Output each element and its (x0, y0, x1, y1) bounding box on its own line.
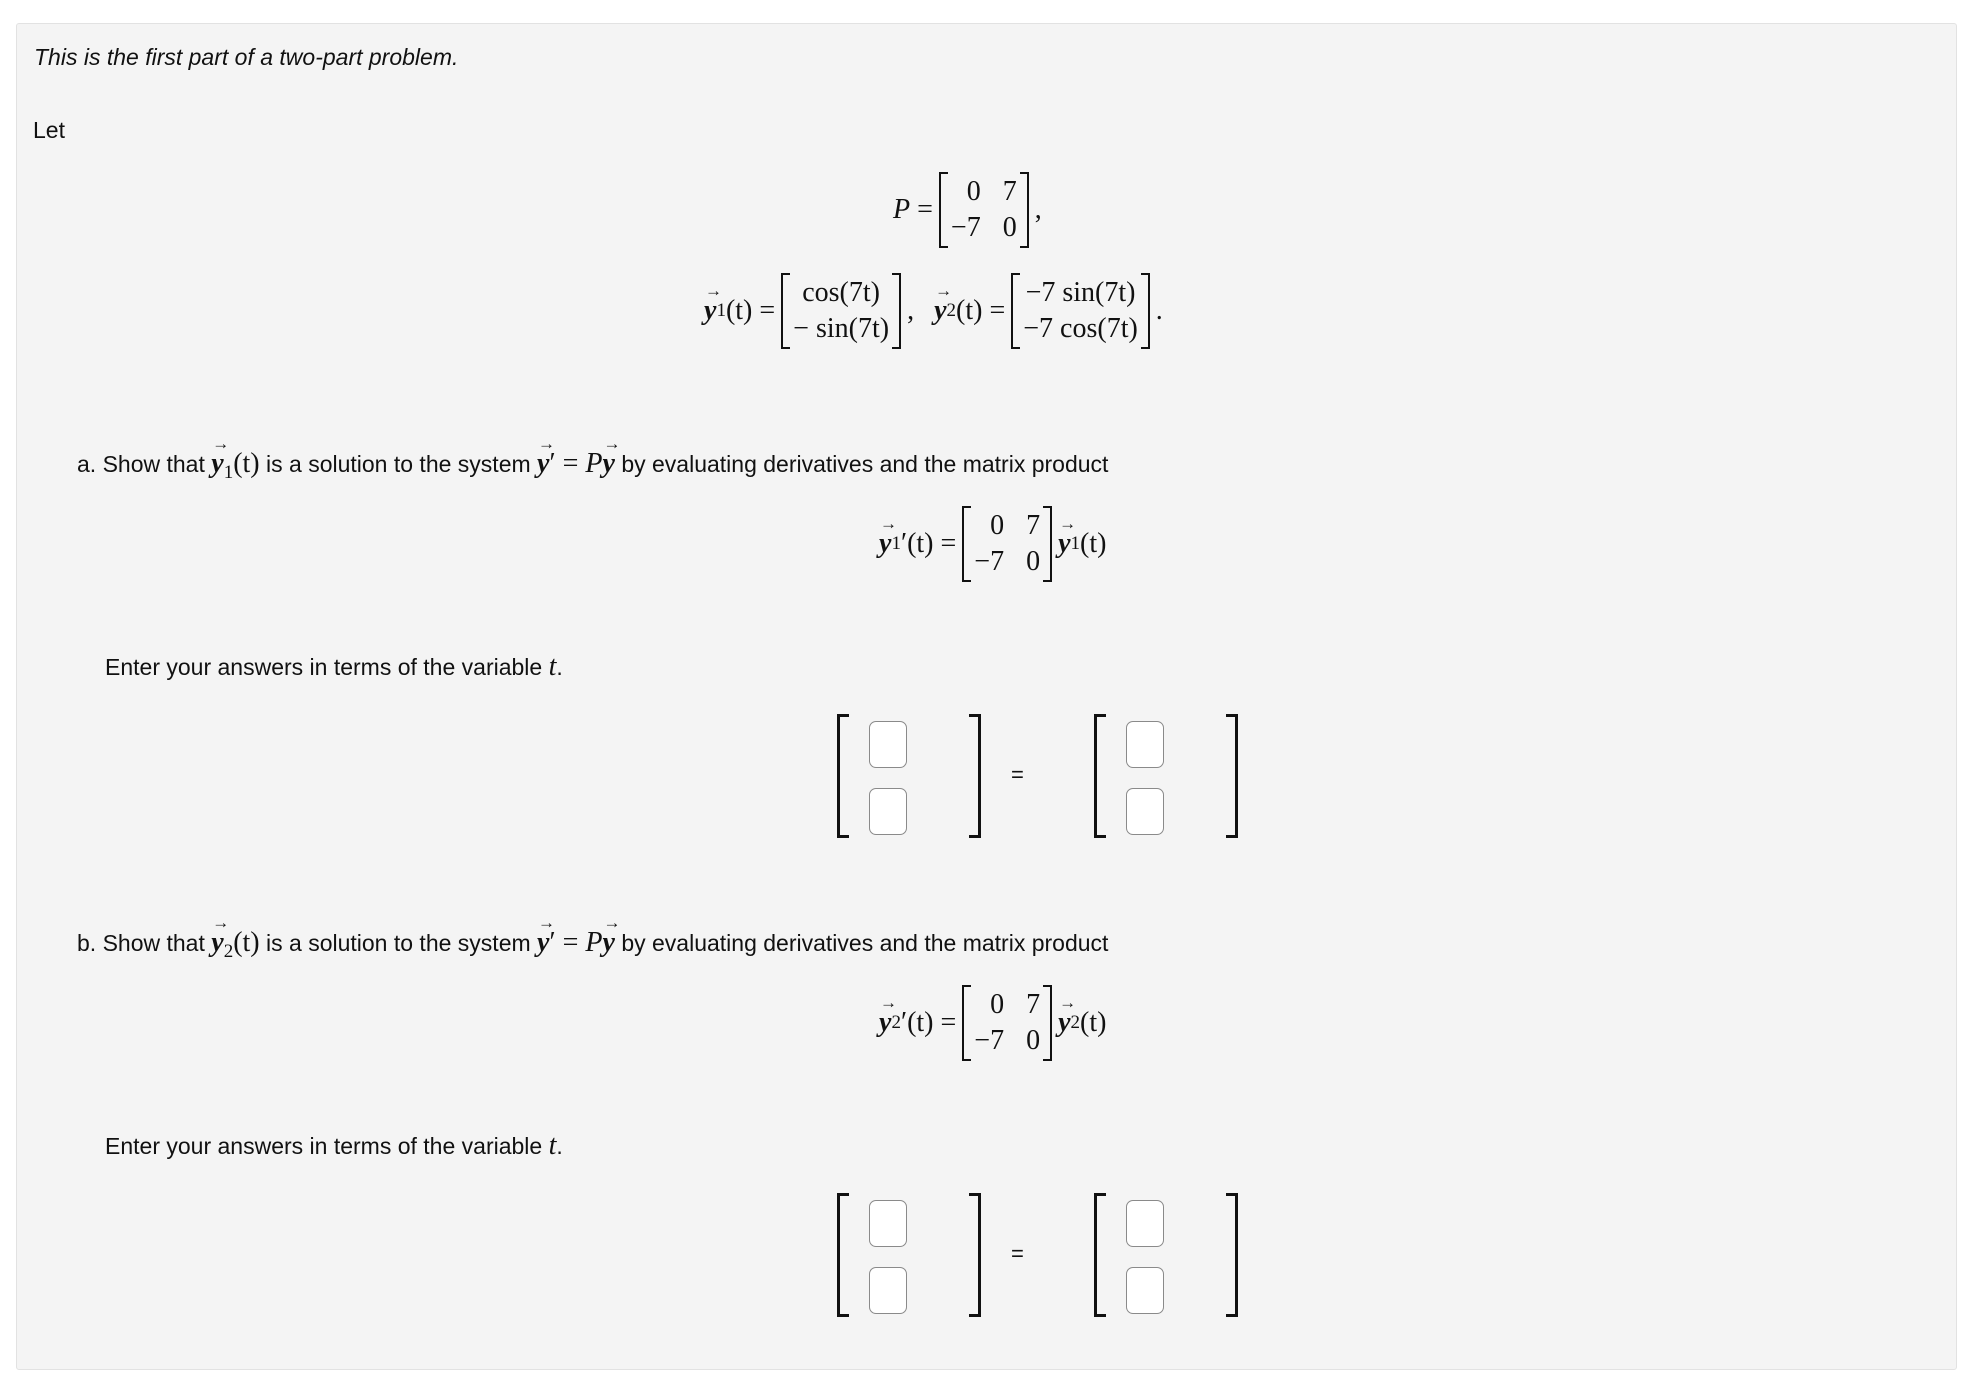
text: a. Show that (77, 451, 212, 477)
answer-input-a-product-2[interactable] (1126, 788, 1164, 835)
prime: ′ (549, 448, 556, 479)
vector-symbol: → y (1058, 528, 1070, 560)
answer-input-b-derivative-2[interactable] (869, 1267, 907, 1314)
equals-sign: = (940, 1007, 957, 1038)
answer-input-b-product-2[interactable] (1126, 1267, 1164, 1314)
equals-sign: = (1011, 1241, 1024, 1266)
vector-symbol: → y (211, 448, 223, 480)
text: . (556, 1133, 563, 1159)
text: b. Show that (77, 930, 212, 956)
subscript: 2 (946, 300, 957, 321)
vector-symbol: → y (603, 927, 615, 959)
matrix-P-definition (893, 172, 1042, 248)
matrix-entry: 0 (1026, 1025, 1041, 1056)
part-a-product-matrix (1094, 714, 1238, 838)
matrix-P (962, 506, 1052, 582)
subscript: 1 (1070, 533, 1081, 554)
vector-y2-symbol: → y (934, 295, 946, 327)
argument: (t) (907, 1007, 934, 1038)
text: by evaluating derivatives and the matrix product (614, 451, 1109, 477)
matrix-entry: 7 (1002, 176, 1017, 207)
text: Enter your answers in terms of the variable (105, 1133, 549, 1159)
equals-sign: = (759, 295, 776, 326)
prime: ′ (900, 1007, 908, 1038)
answer-input-b-derivative-1[interactable] (869, 1200, 907, 1247)
matrix-entry: 0 (990, 989, 1005, 1020)
P-symbol: P (585, 448, 603, 479)
variable: t (548, 651, 557, 682)
vector-entry: cos(7t) (802, 277, 880, 308)
argument: (t) (725, 295, 753, 326)
vector-symbol: → y (1058, 1007, 1070, 1039)
subscript: 2 (891, 1012, 901, 1033)
matrix-entry: −7 (974, 546, 1005, 577)
vector-y1-symbol: → y (704, 295, 716, 327)
variable: t (548, 1130, 557, 1161)
subscript: 1 (716, 300, 726, 321)
equals-sign: = (989, 295, 1006, 326)
text: Enter your answers in terms of the variable (105, 654, 549, 680)
part-b-equation (879, 985, 1106, 1061)
part-b-statement (77, 927, 1108, 963)
part-b-product-matrix (1094, 1193, 1238, 1317)
vector-definitions (704, 273, 1163, 349)
subscript: 1 (223, 462, 234, 483)
part-a-instructions (105, 651, 563, 683)
matrix-entry: 7 (1026, 510, 1041, 541)
equals-sign: = (555, 927, 586, 958)
vector-entry: − sin(7t) (793, 313, 890, 344)
vector-entry: −7 sin(7t) (1025, 277, 1136, 308)
vector-symbol: → y (537, 927, 549, 959)
text: by evaluating derivatives and the matrix product (614, 930, 1109, 956)
matrix-entry: −7 (950, 212, 981, 243)
P-symbol: P (893, 194, 911, 225)
text: is a solution to the system (259, 451, 538, 477)
subscript: 2 (223, 941, 234, 962)
vector-y2 (1011, 273, 1150, 349)
matrix-entry: 0 (990, 510, 1005, 541)
part-a-derivative-matrix (837, 714, 981, 838)
part-b-instructions (105, 1130, 563, 1162)
matrix-entry: 0 (966, 176, 981, 207)
matrix-P (962, 985, 1052, 1061)
subscript: 2 (1070, 1012, 1081, 1033)
answer-input-b-product-1[interactable] (1126, 1200, 1164, 1247)
equals-sign: = (555, 448, 586, 479)
vector-entry: −7 cos(7t) (1023, 313, 1138, 344)
vector-symbol: → y (603, 448, 615, 480)
intro-text: This is the first part of a two-part problem. (34, 44, 459, 70)
part-a-equation (879, 506, 1106, 582)
argument: (t) (233, 927, 260, 958)
argument: (t) (1080, 1007, 1107, 1038)
matrix-entry: 0 (1002, 212, 1017, 243)
answer-input-a-derivative-1[interactable] (869, 721, 907, 768)
argument: (t) (1080, 528, 1107, 559)
period: . (1155, 295, 1163, 326)
prime: ′ (549, 927, 556, 958)
vector-y1 (781, 273, 901, 349)
answer-input-a-derivative-2[interactable] (869, 788, 907, 835)
argument: (t) (956, 295, 983, 326)
answer-input-a-product-1[interactable] (1126, 721, 1164, 768)
matrix-P (939, 172, 1029, 248)
equals-sign: = (1011, 762, 1024, 787)
let-text: Let (33, 117, 65, 143)
part-b-derivative-matrix (837, 1193, 981, 1317)
subscript: 1 (891, 533, 901, 554)
argument: (t) (907, 528, 934, 559)
text: . (556, 654, 563, 680)
comma: , (907, 295, 915, 326)
text: is a solution to the system (259, 930, 538, 956)
equals-sign: = (917, 194, 933, 225)
matrix-entry: −7 (974, 1025, 1005, 1056)
vector-symbol: → y (211, 927, 223, 959)
equals-sign: = (940, 528, 957, 559)
matrix-entry: 0 (1026, 546, 1041, 577)
vector-symbol: → y (537, 448, 549, 480)
P-symbol: P (585, 927, 603, 958)
vector-symbol: → y (879, 1007, 891, 1039)
argument: (t) (233, 448, 260, 479)
matrix-entry: 7 (1026, 989, 1041, 1020)
vector-symbol: → y (879, 528, 891, 560)
prime: ′ (900, 528, 908, 559)
comma: , (1034, 194, 1042, 225)
part-a-statement (77, 448, 1108, 484)
